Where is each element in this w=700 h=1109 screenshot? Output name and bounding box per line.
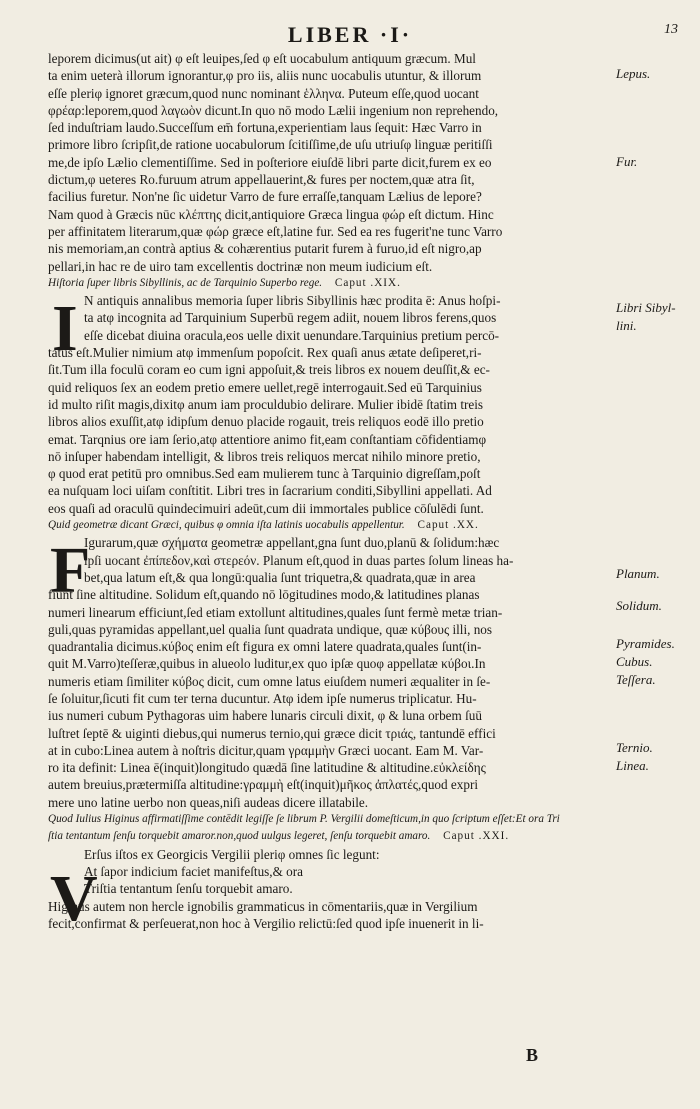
folio-number: 13 xyxy=(664,22,678,37)
text-line: ta enim ueterà illorum ignorantur,φ pro iis, aliis nunc uocabulis utuntur, & illorum xyxy=(48,68,482,84)
chapter-heading xyxy=(48,517,613,534)
margin-note-fur: Fur. xyxy=(616,154,638,169)
margin-note-ternio: Ternio. xyxy=(616,740,653,755)
text-line: bet,qua latum eſt,& qua longū:qualia ſunt triquetra,& quadrata,quæ in area xyxy=(84,569,476,585)
text-line: fiunt ſine altitudine. Solidum eſt,quando nō lōgitudines modo,& latitudines planas xyxy=(48,587,480,603)
text-line: per affinitatem literarum,quæ φώρ græce eſt,latine fur. Sed ea res fugerit'ne tunc Varro xyxy=(48,223,503,239)
text-line: ipſi uocant ἐπίπεδον,καὶ στερεόν. Planum eſt,quod in duas partes ſolum lineas ha- xyxy=(84,552,514,568)
text-line: primore libro ſcripſit,de ratione uocabulorum ſcitiſſime,de uſu utriuſφ linguæ peritiſſi xyxy=(48,137,493,153)
chapter-number: Caput .XIX. xyxy=(334,276,401,289)
text-line: nis memoriam,an contrà aptius & cohærentius putarit furem à furuo,id eſt nigro,ap xyxy=(48,241,482,257)
text-line: ſe ſoluitur,ſicuti fit cum ter terna ducuntur. Atφ idem ipſe numerus triplicatur. Hu- xyxy=(48,690,477,706)
text-line: dictum,φ ueteres Ro.furuum atrum appellauerint,& fures per noctem,quæ atra ſit, xyxy=(48,172,475,188)
margin-note-cubus: Cubus. xyxy=(616,654,653,669)
text-line: Igurarum,quæ σχήματα geometræ appellant,gna ſunt duo,planū & ſolidum:hæc xyxy=(84,535,500,551)
text-line: ſed induſtriam laudo.Succeſſum em̄ fortuna,experientiam laus ſequit: Hæc Varro in xyxy=(48,120,482,136)
text-line: nō inſuper habendam intelligit, & libros treis reliquos mercat nihilo minore pretio, xyxy=(48,448,481,464)
text-line: numeris etiam ſimiliter κύβος dicit, cum omne latus eiuſdem numeri æqualiter in ſe- xyxy=(48,673,491,689)
text-line: emat. Tarqnius ore iam ſerio,atφ attentiore animo fit,eam conſtantiam cōfidentiamφ xyxy=(48,431,487,447)
verse-line: Triſtia tentantum ſenſu torquebit amaro. xyxy=(84,881,293,897)
text-line: ius numeri cubum Pythagoras uim habere lunaris circuli dixit, φ & luna orbem ſuū xyxy=(48,708,482,724)
running-head: LIBER ·I· xyxy=(287,22,413,47)
text-line: ta atφ incognita ad Tarquinium Superbū regem adiit, nouem libros ferens,quos xyxy=(84,310,497,326)
text-line: me,de ipſo Lælio clementiſſime. Sed in poſteriore eiuſdē libri parte dicit,furem ex eo xyxy=(48,154,492,170)
chapter-heading-text: ſtia tentantum ſenſu torquebit amaror.non,quod uulgus legeret, ſenſu torquebit amaro. xyxy=(48,830,431,843)
text-line: quadrantalia dicimus.κύβος enim eſt figura ex omni latere quadrata,quales ſunt(in- xyxy=(48,639,482,655)
text-line: numeri linearum efficiunt,ſed etiam extollunt altitudines,quales ſunt fermè metæ trian- xyxy=(48,604,503,620)
text-line: quid reliquos ſex an eodem pretio emere uellet,regē interrogauit.Sed eū Tarquinius xyxy=(48,379,482,395)
text-line: autem breuius,prætermiſſa altitudine:γραμμὴ eſt(inquit)μῆκος ἀπλατές,quod expri xyxy=(48,777,479,793)
drop-cap-initial: V xyxy=(50,862,98,935)
text-line: eſſe dicebat diuina oracula,eos uelle dixit uenundare.Tarquinius pretium percō- xyxy=(84,327,500,343)
chapter-heading-text: Hiſtoria ſuper libris Sibyllinis, ac de Tarquinio Superbo rege. xyxy=(48,276,323,289)
text-line: ro ita definit: Linea ē(inquit)longitudo quædā ſine latitudine & altitudine.εὐκλείδης xyxy=(48,760,486,776)
text-line: ſit.Tum illa foculū coram eo cum igni appoſuit,& treis libros ex nouem deuſſit,& ec- xyxy=(48,362,490,378)
text-line: mere uno latine uerbo non queas,niſi audeas dicere illatabile. xyxy=(48,794,369,810)
text-line: quit M.Varro)teſſeræ,quibus in alueolo luditur,ex quo ipſæ quoφ appellatæ κύβοι.In xyxy=(48,656,486,672)
text-line: guli,quas pyramidas appellant,uel qualia ſunt quadrata undique, quæ κύβους illi, nos xyxy=(48,621,493,637)
chapter-heading xyxy=(48,828,638,845)
text-line: tatus eſt.Mulier nimium atφ immenſum popoſcit. Rex quaſi anus ætate deſiperet,ri- xyxy=(48,345,482,361)
chapter-number: Caput .XX. xyxy=(417,519,479,532)
text-line: Higinus autem non hercle ignobilis grammaticus in cōmentariis,quæ in Vergilium xyxy=(48,898,478,914)
margin-note-pyramides: Pyramides. xyxy=(616,636,675,651)
text-line: Nam quod à Græcis nūc κλέπτης dicit,antiquiore Græca lingua φώρ eſt dictum. Hinc xyxy=(48,206,494,222)
margin-note-linea: Linea. xyxy=(616,758,649,773)
text-line: φ quod erat petitū pro omnibus.Sed eam mulierem tunc à Tarquinio digreſſam,poſt xyxy=(48,466,481,482)
chapter-heading-line: Quod Iulius Higinus affirmatiſſime contēdit legiſſe ſe librum P. Vergilii domeſticum,in quo ſcriptum eſſet:Et ora Tri xyxy=(48,813,560,826)
margin-note-libri-sibyllini: Libri Sibyl- xyxy=(616,300,676,315)
text-line: Erſus iſtos ex Georgicis Vergilii pleriφ omnes ſic legunt: xyxy=(84,846,380,862)
drop-cap-initial: F xyxy=(50,534,91,607)
verse-line: At ſapor indicium faciet manifeſtus,& ora xyxy=(84,863,303,879)
drop-cap-initial: I xyxy=(52,292,78,365)
text-line: fecit,confirmat & perſeuerat,non hoc à Vergilio relictū:ſed quod ipſe inuenerit in li- xyxy=(48,915,484,931)
signature-mark: B xyxy=(526,1045,539,1065)
text-line: pellari,in hac re de uiro tam excellentis doctrinæ non meum iudicium eſt. xyxy=(48,258,433,274)
text-line: luſtret ſeptē & uiginti diebus,qui numerus ternio,qui græce dicit τριάς, tantundē effici xyxy=(48,725,496,741)
margin-note-tessera: Teſſera. xyxy=(616,672,656,687)
text-line: eos quaſi ad oraculū quindecimuiri adeūt,cum dii immortales publice cōſulēdi ſunt. xyxy=(48,500,484,516)
chapter-number: Caput .XXI. xyxy=(443,830,510,843)
text-block xyxy=(48,50,613,935)
margin-note-lepus: Lepus. xyxy=(616,66,651,81)
margin-note-solidum: Solidum. xyxy=(616,598,662,613)
text-line: leporem dicimus(ut ait) φ eſt leuipes,ſed φ eſt uocabulum antiquum græcum. Mul xyxy=(48,51,476,66)
text-line: at in cubo:Linea autem à noſtris dicitur,quam γραμμὴν Græci uocant. Eam M. Var- xyxy=(48,742,484,758)
text-line: facilius furetur. Non'ne ſic uidetur Varro de fure erraſſe,tanquam Lælius de lepore? xyxy=(48,189,482,205)
text-line: eſſe pleriφ ignoret græcum,quod nunc nominant ἑλληνα. Puteum eſſe,quod uocant xyxy=(48,85,479,101)
chapter-heading xyxy=(48,275,613,292)
margin-note-libri-sibyllini: lini. xyxy=(616,318,637,333)
text-line: N antiquis annalibus memoria ſuper libris Sibyllinis hæc prodita ē: Anus hoſpi- xyxy=(84,293,501,309)
text-line: φρέαρ:leporem,quod λαγωὸν dicunt.In quo nō modo Lælii ingenium non reprehendo, xyxy=(48,102,499,118)
margin-note-planum: Planum. xyxy=(616,566,660,581)
chapter-heading-text: Quid geometræ dicant Græci, quibus φ omnia iſta latinis uocabulis appellentur. xyxy=(48,519,405,532)
text-line: id multo riſit magis,dixitφ anum iam proculdubio delirare. Mulier ibidē ſtatim treis xyxy=(48,396,484,412)
text-line: libros alios exuſſit,atφ idipſum denuo placide rogauit, treis reliquos eodē illo pretio xyxy=(48,414,484,430)
text-line: ea nuſquam loci uiſam conſtitit. Libri tres in ſacrarium conditi,Sibyllini appellati. Ad xyxy=(48,483,492,499)
